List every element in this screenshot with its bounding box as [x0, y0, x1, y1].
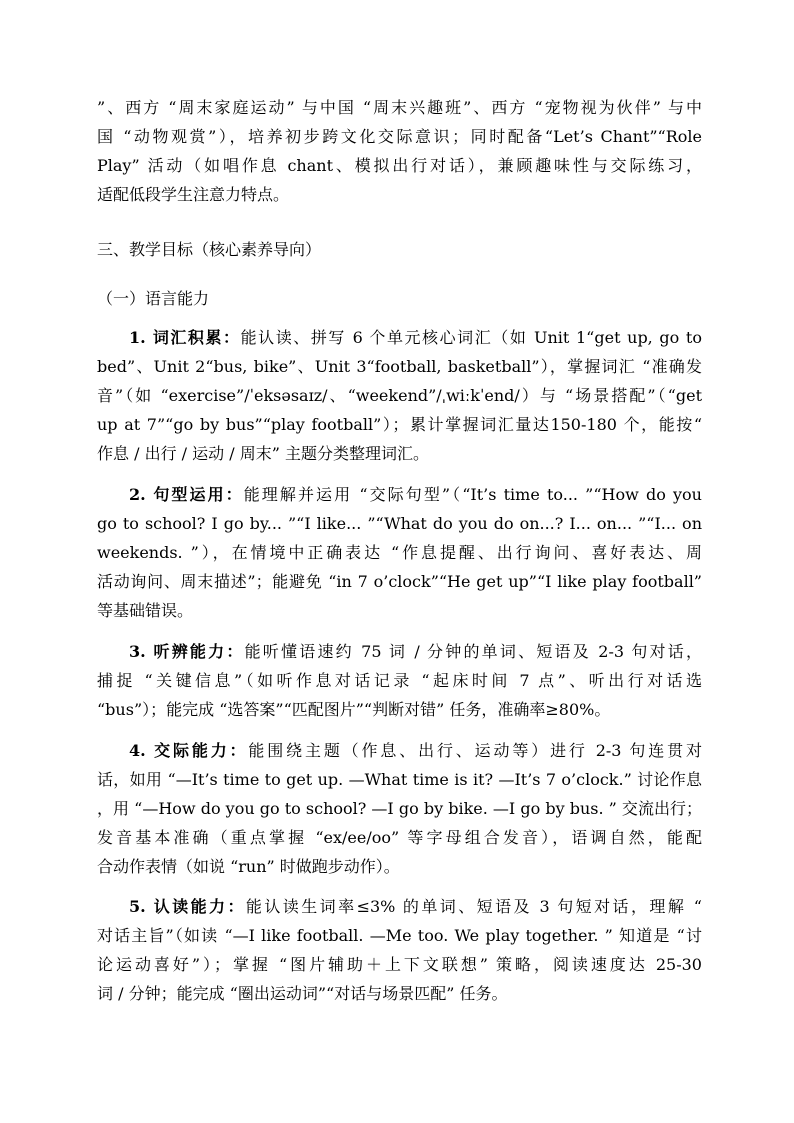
item-line: 活动询问、周末描述”；能避免 “in 7 o’clock”“He get up”“I like play football” [97, 572, 702, 591]
item-label: 3. 听辨能力： [129, 642, 245, 661]
objective-item-3 [97, 639, 702, 723]
objective-item-4 [97, 738, 702, 880]
item-label: 2. 句型运用： [129, 485, 244, 504]
item-line: 发音基本准确（重点掌握 “ex/ee/oo” 等字母组合发音），语调自然，能配 [97, 828, 702, 847]
item-first-line: 3. 听辨能力：能听懂语速约 75 词 / 分钟的单词、短语及 2-3 句对话， [129, 642, 702, 661]
item-line: weekends. ”），在情境中正确表达 “作息提醒、出行询问、喜好表达、周 [97, 543, 702, 562]
item-first-line: 5. 认读能力：能认读生词率≤3% 的单词、短语及 3 句短对话，理解 “ [129, 897, 702, 916]
item-line: 等基础错误。 [97, 601, 194, 620]
item-first-line: 1. 词汇积累：能认读、拼写 6 个单元核心词汇（如 Unit 1“get up, go to [129, 328, 702, 347]
item-line: 捕捉 “关键信息”（如听作息对话记录 “起床时间 7 点”、听出行对话选 [97, 671, 702, 690]
item-line: 作息 / 出行 / 运动 / 周末” 主题分类整理词汇。 [97, 444, 429, 463]
objective-item-2 [97, 482, 702, 624]
item-line: bed”、Unit 2“bus, bike”、Unit 3“football, basketball”），掌握词汇 “准确发 [97, 357, 702, 376]
item-label: 4. 交际能力： [129, 741, 249, 760]
item-first-line: 2. 句型运用：能理解并运用 “交际句型”（“It’s time to... ”“How do you [129, 485, 702, 504]
intro-line: 国 “动物观赏”），培养初步跨文化交际意识；同时配备“Let’s Chant”“Role [97, 127, 702, 146]
section-title: 三、教学目标（核心素养导向） [97, 240, 322, 259]
intro-line: Play” 活动（如唱作息 chant、模拟出行对话），兼顾趣味性与交际练习， [97, 156, 702, 175]
item-line: go to school? I go by... ”“I like... ”“What do you do on...? I... on... ”“I... on [97, 514, 702, 533]
item-line: 话，如用 “—It’s time to get up. —What time is it? —It’s 7 o’clock.” 讨论作息 [97, 770, 702, 789]
subsection-title: （一）语言能力 [97, 289, 210, 308]
objective-item-1 [97, 325, 702, 467]
item-line: 合动作表情（如说 “run” 时做跑步动作）。 [97, 857, 400, 876]
intro-line: 适配低段学生注意力特点。 [97, 185, 290, 204]
intro-paragraph [97, 95, 702, 208]
item-first-line: 4. 交际能力：能围绕主题（作息、出行、运动等）进行 2-3 句连贯对 [129, 741, 702, 760]
item-line: “bus”）；能完成 “选答案”“匹配图片”“判断对错” 任务，准确率≥80%。 [97, 700, 611, 719]
item-line: up at 7”“go by bus”“play football”）；累计掌握词汇量达150-180 个，能按“ [97, 415, 702, 434]
item-line: 词 / 分钟；能完成 “圈出运动词”“对话与场景匹配” 任务。 [97, 984, 508, 1003]
item-label: 5. 认读能力： [129, 897, 246, 916]
objective-item-5 [97, 894, 702, 1007]
item-label: 1. 词汇积累： [129, 328, 241, 347]
item-line: 对话主旨”（如读 “—I like football. —Me too. We play together. ” 知道是 “讨 [97, 926, 702, 945]
item-line: 论运动喜好”）；掌握 “图片辅助＋上下文联想” 策略，阅读速度达 25-30 [97, 955, 702, 974]
intro-line: ”、西方 “周末家庭运动” 与中国 “周末兴趣班”、西方 “宠物视为伙伴” 与中 [97, 98, 702, 117]
item-line: 音”（如 “exercise”/ˈeksəsaɪz/、“weekend”/ˌwiːkˈend/）与 “场景搭配”（“get [97, 386, 702, 405]
item-line: ，用 “—How do you go to school? —I go by bike. —I go by bus. ” 交流出行； [97, 799, 702, 818]
